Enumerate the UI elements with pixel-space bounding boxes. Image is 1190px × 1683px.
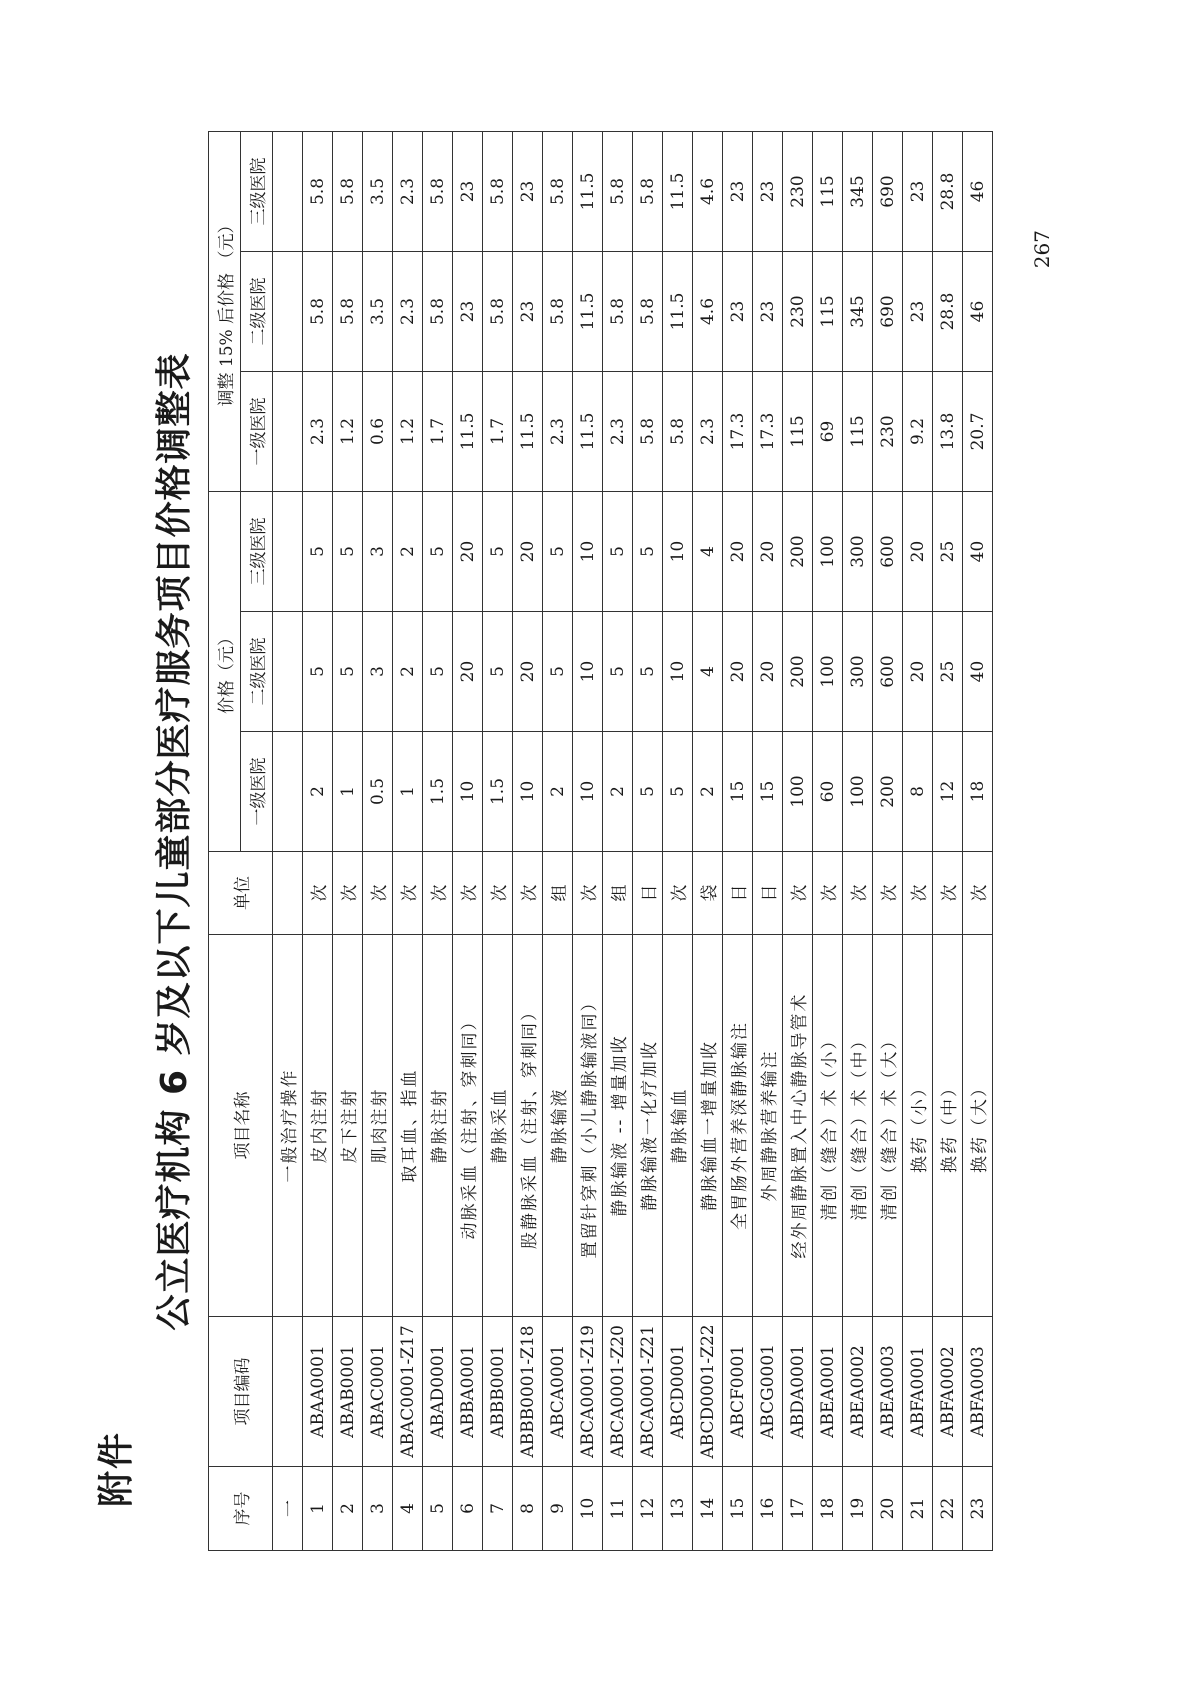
- table-row: [933, 131, 963, 1550]
- cell-seq: 13: [663, 1467, 693, 1551]
- cell-seq: 8: [513, 1467, 543, 1551]
- cell-code: ABCA0001-Z19: [573, 1317, 603, 1467]
- cell-adjusted-level1: 115: [843, 371, 873, 491]
- cell-code: ABCA0001-Z20: [603, 1317, 633, 1467]
- cell-price-level2: 5: [423, 612, 453, 732]
- cell-adjusted-level3: 11.5: [573, 131, 603, 251]
- cell-code: ABDA0001: [783, 1317, 813, 1467]
- cell-adjusted-level2: 23: [723, 251, 753, 371]
- cell-adjusted-level1: 1.2: [393, 371, 423, 491]
- cell-price-level3: 40: [963, 491, 993, 611]
- cell-adjusted-level3: 5.8: [423, 131, 453, 251]
- cell-price-level2: 5: [633, 612, 663, 732]
- page-number: 267: [1030, 230, 1054, 269]
- cell-code: ABCF0001: [723, 1317, 753, 1467]
- cell-unit: 组: [603, 852, 633, 935]
- cell-price-level3: 2: [393, 491, 423, 611]
- table-row: [363, 131, 393, 1550]
- cell-unit: 次: [513, 852, 543, 935]
- cell-seq: 5: [423, 1467, 453, 1551]
- cell-adjusted-level3: 5.8: [543, 131, 573, 251]
- table-row: [453, 131, 483, 1550]
- cell-name: 静脉采血: [483, 935, 513, 1317]
- cell-price-level2: 20: [513, 612, 543, 732]
- table-row: [753, 131, 783, 1550]
- cell-price-level3: 10: [663, 491, 693, 611]
- cell-price-level3: 20: [453, 491, 483, 611]
- cell-price-level2: 20: [453, 612, 483, 732]
- cell-unit: 袋: [693, 852, 723, 935]
- cell-price-level1: 1: [333, 732, 363, 852]
- cell-price-level1: 2: [603, 732, 633, 852]
- cell-price-level3: 20: [753, 491, 783, 611]
- cell-seq: 17: [783, 1467, 813, 1551]
- cell-unit: 次: [843, 852, 873, 935]
- cell-adjusted-level3: 46: [963, 131, 993, 251]
- cell-adjusted-level2: 2.3: [393, 251, 423, 371]
- cell-unit: 次: [933, 852, 963, 935]
- cell-seq: 16: [753, 1467, 783, 1551]
- table-row: [513, 131, 543, 1550]
- cell-name: 全胃肠外营养深静脉输注: [723, 935, 753, 1317]
- cell-adjusted-level1: 0.6: [363, 371, 393, 491]
- cell-code: ABEA0002: [843, 1317, 873, 1467]
- cell-adjusted-level1: 9.2: [903, 371, 933, 491]
- cell-unit: 次: [783, 852, 813, 935]
- cell-seq: 23: [963, 1467, 993, 1551]
- header-price-group: 价格（元）: [209, 491, 241, 851]
- cell-unit: 次: [333, 852, 363, 935]
- cell-adjusted-level1: 1.2: [333, 371, 363, 491]
- header-price-level1: 一级医院: [241, 732, 273, 852]
- cell-price-level2: 10: [573, 612, 603, 732]
- cell-name: 取耳血、指血: [393, 935, 423, 1317]
- cell-price-level1: 15: [723, 732, 753, 852]
- cell-price-level3: 5: [423, 491, 453, 611]
- cell-seq: 10: [573, 1467, 603, 1551]
- cell-name: 置留针穿刺（小儿静脉输液同）: [573, 935, 603, 1317]
- cell-name: 静脉注射: [423, 935, 453, 1317]
- cell-price-level1: 8: [903, 732, 933, 852]
- header-name: 项目名称: [209, 935, 273, 1317]
- cell-price-level1: 1: [393, 732, 423, 852]
- cell-seq: 3: [363, 1467, 393, 1551]
- cell-code: ABAD0001: [423, 1317, 453, 1467]
- cell-price-level3: 5: [543, 491, 573, 611]
- cell-price-level1: 5: [633, 732, 663, 852]
- cell-seq: 11: [603, 1467, 633, 1551]
- cell-adjusted-level1: 11.5: [573, 371, 603, 491]
- cell-name: 清创（缝合）术（中）: [843, 935, 873, 1317]
- cell-price-level1: 200: [873, 732, 903, 852]
- cell-adjusted-level2: 11.5: [663, 251, 693, 371]
- table-row: [873, 131, 903, 1550]
- cell-price-level1: 15: [753, 732, 783, 852]
- cell-adjusted-level1: 5.8: [663, 371, 693, 491]
- cell-adjusted-level1: 17.3: [723, 371, 753, 491]
- cell-adjusted-level2: 23: [753, 251, 783, 371]
- cell-price-level3: 10: [573, 491, 603, 611]
- cell-adjusted-level1: 11.5: [453, 371, 483, 491]
- cell-adjusted-level3: 690: [873, 131, 903, 251]
- cell-name: 皮内注射: [303, 935, 333, 1317]
- cell-seq: 6: [453, 1467, 483, 1551]
- header-seq: 序号: [209, 1467, 273, 1551]
- cell-price-level1: 1.5: [423, 732, 453, 852]
- cell-adjusted-level1: 1.7: [423, 371, 453, 491]
- cell-seq: 12: [633, 1467, 663, 1551]
- cell-code: ABEA0003: [873, 1317, 903, 1467]
- cell-seq: 7: [483, 1467, 513, 1551]
- cell-seq: 9: [543, 1467, 573, 1551]
- cell-adjusted-level2: 230: [783, 251, 813, 371]
- cell-unit: 次: [903, 852, 933, 935]
- cell-price-level1: 12: [933, 732, 963, 852]
- cell-unit: 日: [753, 852, 783, 935]
- price-adjustment-table: [208, 131, 993, 1551]
- cell-price-level3: 300: [843, 491, 873, 611]
- cell-code: ABFA0002: [933, 1317, 963, 1467]
- cell-price-level1: 2: [303, 732, 333, 852]
- cell-price-level1: 2: [543, 732, 573, 852]
- cell-adjusted-level1: 2.3: [303, 371, 333, 491]
- cell-name: 动脉采血（注射、穿刺同）: [453, 935, 483, 1317]
- cell-code: ABCG0001: [753, 1317, 783, 1467]
- table-row: [633, 131, 663, 1550]
- cell-adjusted-level2: 46: [963, 251, 993, 371]
- cell-seq: 15: [723, 1467, 753, 1551]
- cell-price-level2: 100: [813, 612, 843, 732]
- cell-price-level2: 20: [753, 612, 783, 732]
- cell-adjusted-level1: 2.3: [693, 371, 723, 491]
- cell-code: ABCD0001: [663, 1317, 693, 1467]
- cell-adjusted-level3: 23: [513, 131, 543, 251]
- cell-price-level2: 5: [543, 612, 573, 732]
- cell-name: 清创（缝合）术（小）: [813, 935, 843, 1317]
- cell-adjusted-level2: 11.5: [573, 251, 603, 371]
- cell-adjusted-level1: 17.3: [753, 371, 783, 491]
- cell-adjusted-level3: 5.8: [333, 131, 363, 251]
- header-code: 项目编码: [209, 1317, 273, 1467]
- cell-name: 静脉输液一化疗加收: [633, 935, 663, 1317]
- cell-price-level1: 0.5: [363, 732, 393, 852]
- cell-code: ABBB0001: [483, 1317, 513, 1467]
- section-code-empty: [273, 1317, 303, 1467]
- cell-code: ABCA0001-Z21: [633, 1317, 663, 1467]
- table-row: [843, 131, 873, 1550]
- cell-price-level2: 20: [723, 612, 753, 732]
- cell-unit: 日: [723, 852, 753, 935]
- section-empty: [273, 612, 303, 732]
- header-price-level2: 二级医院: [241, 612, 273, 732]
- table-row: [303, 131, 333, 1550]
- cell-price-level2: 25: [933, 612, 963, 732]
- cell-name: 股静脉采血（注射、穿刺同）: [513, 935, 543, 1317]
- cell-unit: 次: [363, 852, 393, 935]
- table-row: [483, 131, 513, 1550]
- cell-adjusted-level1: 1.7: [483, 371, 513, 491]
- table-row: [333, 131, 363, 1550]
- cell-price-level3: 25: [933, 491, 963, 611]
- cell-name: 换药（中）: [933, 935, 963, 1317]
- cell-adjusted-level3: 5.8: [483, 131, 513, 251]
- cell-price-level1: 10: [453, 732, 483, 852]
- cell-unit: 次: [873, 852, 903, 935]
- cell-unit: 次: [453, 852, 483, 935]
- cell-adjusted-level3: 28.8: [933, 131, 963, 251]
- cell-name: 静脉输液 -- 增量加收: [603, 935, 633, 1317]
- attachment-label: 附件: [96, 1430, 137, 1507]
- cell-code: ABFA0001: [903, 1317, 933, 1467]
- cell-price-level1: 10: [573, 732, 603, 852]
- table-row: [603, 131, 633, 1550]
- cell-adjusted-level3: 345: [843, 131, 873, 251]
- cell-unit: 次: [963, 852, 993, 935]
- cell-code: ABCD0001-Z22: [693, 1317, 723, 1467]
- cell-code: ABFA0003: [963, 1317, 993, 1467]
- table-row: [903, 131, 933, 1550]
- cell-unit: 组: [543, 852, 573, 935]
- table-row: [693, 131, 723, 1550]
- cell-seq: 20: [873, 1467, 903, 1551]
- section-seq: 一: [273, 1467, 303, 1551]
- cell-price-level1: 100: [843, 732, 873, 852]
- cell-adjusted-level1: 2.3: [603, 371, 633, 491]
- cell-seq: 2: [333, 1467, 363, 1551]
- cell-adjusted-level2: 28.8: [933, 251, 963, 371]
- cell-price-level1: 1.5: [483, 732, 513, 852]
- cell-price-level3: 20: [903, 491, 933, 611]
- cell-adjusted-level3: 2.3: [393, 131, 423, 251]
- section-empty: [273, 852, 303, 935]
- cell-adjusted-level2: 23: [453, 251, 483, 371]
- cell-adjusted-level1: 5.8: [633, 371, 663, 491]
- cell-price-level3: 3: [363, 491, 393, 611]
- section-row: [273, 131, 303, 1550]
- cell-adjusted-level3: 23: [753, 131, 783, 251]
- cell-adjusted-level1: 13.8: [933, 371, 963, 491]
- cell-unit: 日: [633, 852, 663, 935]
- cell-code: ABAA0001: [303, 1317, 333, 1467]
- cell-seq: 14: [693, 1467, 723, 1551]
- table-row: [543, 131, 573, 1550]
- cell-code: ABBB0001-Z18: [513, 1317, 543, 1467]
- section-empty: [273, 371, 303, 491]
- cell-price-level2: 10: [663, 612, 693, 732]
- cell-name: 静脉输液: [543, 935, 573, 1317]
- cell-unit: 次: [663, 852, 693, 935]
- cell-price-level3: 20: [723, 491, 753, 611]
- cell-adjusted-level3: 5.8: [603, 131, 633, 251]
- cell-price-level1: 5: [663, 732, 693, 852]
- cell-price-level1: 2: [693, 732, 723, 852]
- cell-price-level3: 5: [603, 491, 633, 611]
- cell-price-level2: 5: [603, 612, 633, 732]
- cell-adjusted-level3: 5.8: [633, 131, 663, 251]
- cell-adjusted-level1: 20.7: [963, 371, 993, 491]
- cell-price-level3: 200: [783, 491, 813, 611]
- cell-price-level1: 100: [783, 732, 813, 852]
- table-row: [573, 131, 603, 1550]
- header-adjusted-level3: 三级医院: [241, 131, 273, 251]
- cell-adjusted-level3: 4.6: [693, 131, 723, 251]
- cell-code: ABAB0001: [333, 1317, 363, 1467]
- cell-adjusted-level1: 11.5: [513, 371, 543, 491]
- cell-price-level2: 200: [783, 612, 813, 732]
- cell-price-level3: 100: [813, 491, 843, 611]
- cell-adjusted-level1: 69: [813, 371, 843, 491]
- cell-price-level3: 5: [483, 491, 513, 611]
- cell-name: 换药（大）: [963, 935, 993, 1317]
- cell-adjusted-level2: 3.5: [363, 251, 393, 371]
- cell-price-level2: 40: [963, 612, 993, 732]
- table-row: [723, 131, 753, 1550]
- cell-price-level2: 20: [903, 612, 933, 732]
- cell-name: 外周静脉营养输注: [753, 935, 783, 1317]
- cell-adjusted-level2: 5.8: [483, 251, 513, 371]
- cell-adjusted-level1: 2.3: [543, 371, 573, 491]
- cell-unit: 次: [393, 852, 423, 935]
- cell-code: ABAC0001-Z17: [393, 1317, 423, 1467]
- cell-price-level2: 300: [843, 612, 873, 732]
- cell-name: 清创（缝合）术（大）: [873, 935, 903, 1317]
- table-row: [393, 131, 423, 1550]
- cell-adjusted-level2: 23: [903, 251, 933, 371]
- cell-adjusted-level3: 23: [903, 131, 933, 251]
- cell-adjusted-level2: 5.8: [603, 251, 633, 371]
- cell-code: ABCA0001: [543, 1317, 573, 1467]
- cell-adjusted-level2: 4.6: [693, 251, 723, 371]
- section-empty: [273, 491, 303, 611]
- cell-seq: 18: [813, 1467, 843, 1551]
- cell-code: ABBA0001: [453, 1317, 483, 1467]
- cell-name: 换药（小）: [903, 935, 933, 1317]
- cell-unit: 次: [303, 852, 333, 935]
- cell-price-level3: 600: [873, 491, 903, 611]
- cell-code: ABEA0001: [813, 1317, 843, 1467]
- cell-seq: 4: [393, 1467, 423, 1551]
- cell-unit: 次: [813, 852, 843, 935]
- cell-adjusted-level3: 3.5: [363, 131, 393, 251]
- cell-price-level2: 5: [333, 612, 363, 732]
- cell-price-level1: 10: [513, 732, 543, 852]
- header-unit: 单位: [209, 852, 273, 935]
- cell-name: 经外周静脉置入中心静脉导管术: [783, 935, 813, 1317]
- cell-seq: 19: [843, 1467, 873, 1551]
- cell-price-level1: 18: [963, 732, 993, 852]
- cell-price-level3: 4: [693, 491, 723, 611]
- cell-price-level3: 5: [333, 491, 363, 611]
- cell-adjusted-level2: 5.8: [543, 251, 573, 371]
- cell-adjusted-level2: 5.8: [423, 251, 453, 371]
- header-adjusted-group: 调整 15% 后价格 （元）: [209, 131, 241, 491]
- cell-adjusted-level2: 690: [873, 251, 903, 371]
- cell-adjusted-level2: 23: [513, 251, 543, 371]
- cell-adjusted-level2: 5.8: [333, 251, 363, 371]
- table-row: [963, 131, 993, 1550]
- header-adjusted-level2: 二级医院: [241, 251, 273, 371]
- section-empty: [273, 732, 303, 852]
- cell-adjusted-level1: 115: [783, 371, 813, 491]
- cell-adjusted-level3: 11.5: [663, 131, 693, 251]
- cell-price-level2: 5: [483, 612, 513, 732]
- cell-price-level3: 5: [633, 491, 663, 611]
- table-row: [663, 131, 693, 1550]
- page-title: 公立医疗机构 6 岁及以下儿童部分医疗服务项目价格调整表: [154, 352, 195, 1331]
- cell-price-level3: 5: [303, 491, 333, 611]
- section-name: 一般治疗操作: [273, 935, 303, 1317]
- section-empty: [273, 131, 303, 251]
- cell-seq: 22: [933, 1467, 963, 1551]
- cell-seq: 21: [903, 1467, 933, 1551]
- cell-price-level1: 60: [813, 732, 843, 852]
- table-row: [783, 131, 813, 1550]
- table-row: [813, 131, 843, 1550]
- cell-adjusted-level3: 23: [723, 131, 753, 251]
- cell-code: ABAC0001: [363, 1317, 393, 1467]
- header-price-level3: 三级医院: [241, 491, 273, 611]
- cell-price-level2: 5: [303, 612, 333, 732]
- cell-seq: 1: [303, 1467, 333, 1551]
- cell-name: 静脉输血: [663, 935, 693, 1317]
- cell-name: 静脉输血一增量加收: [693, 935, 723, 1317]
- cell-adjusted-level3: 23: [453, 131, 483, 251]
- cell-adjusted-level2: 345: [843, 251, 873, 371]
- cell-adjusted-level3: 5.8: [303, 131, 333, 251]
- cell-name: 皮下注射: [333, 935, 363, 1317]
- cell-adjusted-level1: 230: [873, 371, 903, 491]
- header-adjusted-level1: 一级医院: [241, 371, 273, 491]
- section-empty: [273, 251, 303, 371]
- cell-name: 肌肉注射: [363, 935, 393, 1317]
- table-row: [423, 131, 453, 1550]
- cell-adjusted-level2: 5.8: [633, 251, 663, 371]
- cell-price-level3: 20: [513, 491, 543, 611]
- cell-adjusted-level3: 115: [813, 131, 843, 251]
- cell-price-level2: 3: [363, 612, 393, 732]
- cell-unit: 次: [483, 852, 513, 935]
- cell-adjusted-level2: 115: [813, 251, 843, 371]
- cell-unit: 次: [423, 852, 453, 935]
- cell-adjusted-level3: 230: [783, 131, 813, 251]
- cell-price-level2: 4: [693, 612, 723, 732]
- cell-unit: 次: [573, 852, 603, 935]
- cell-price-level2: 2: [393, 612, 423, 732]
- cell-adjusted-level2: 5.8: [303, 251, 333, 371]
- cell-price-level2: 600: [873, 612, 903, 732]
